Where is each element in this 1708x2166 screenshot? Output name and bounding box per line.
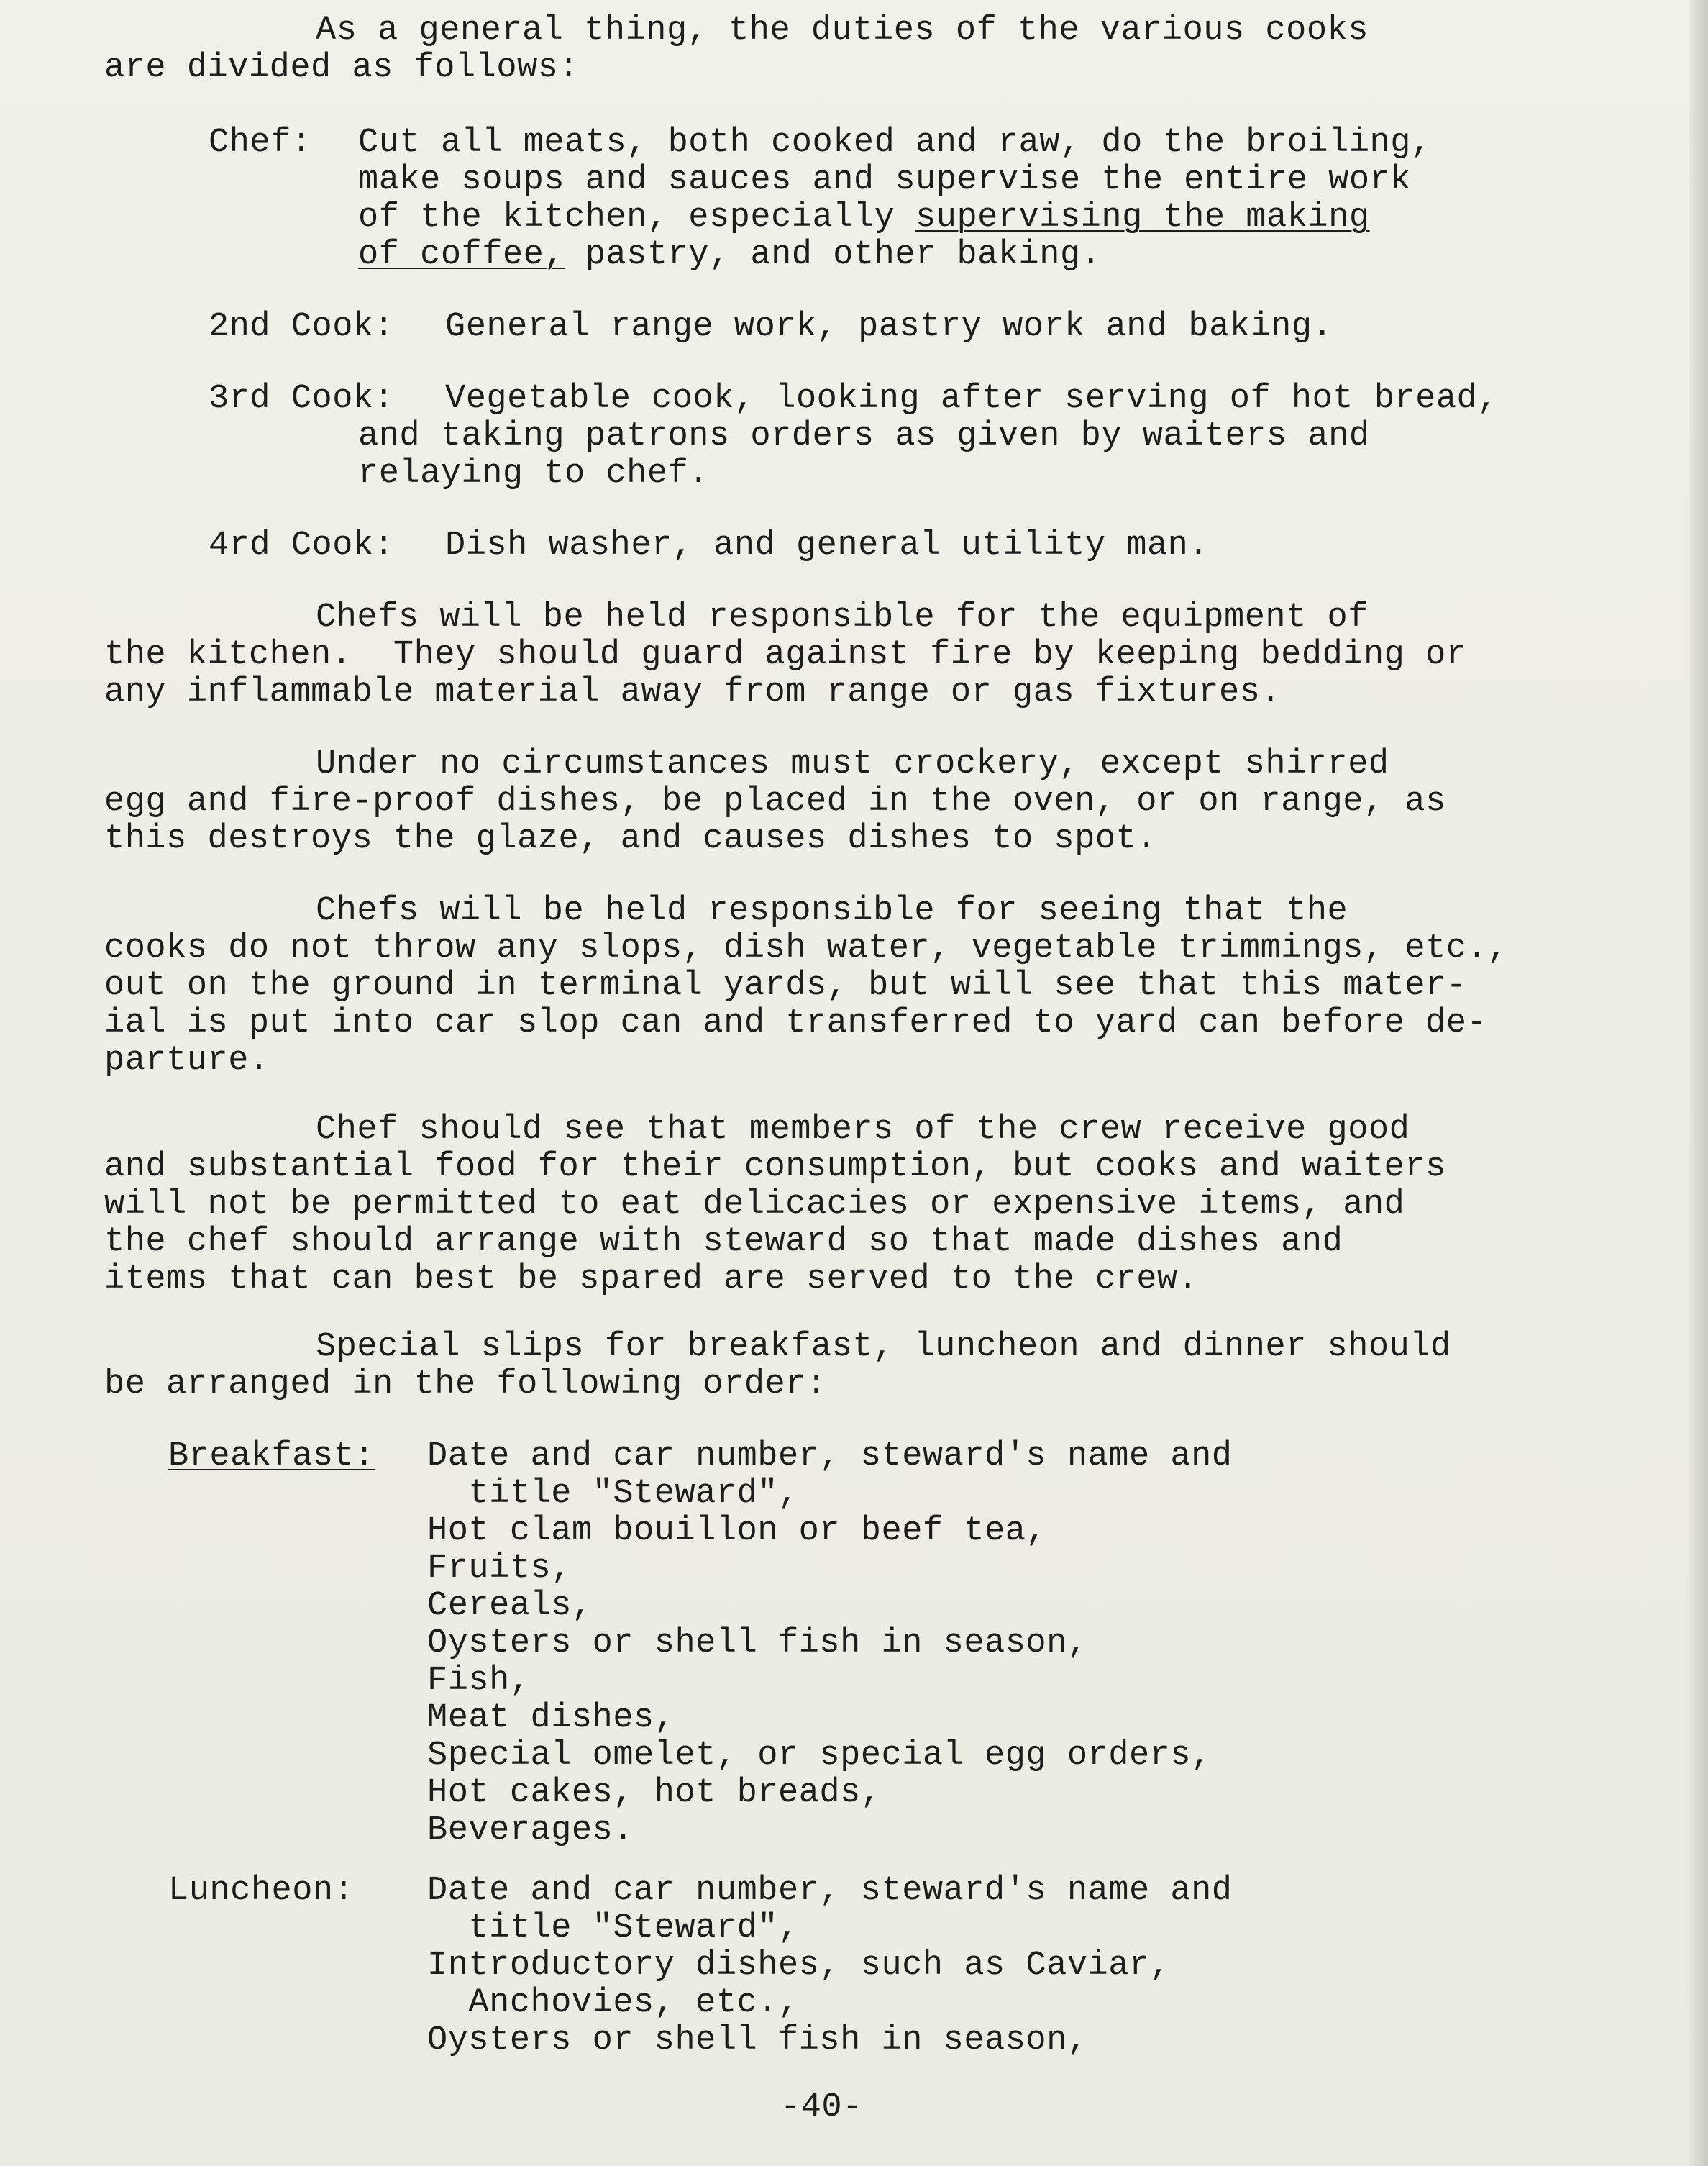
breakfast-item: Meat dishes, bbox=[427, 1699, 675, 1737]
chef-duty-underlined-2: of coffee, bbox=[358, 236, 565, 274]
paragraph-2-line-1: Under no circumstances must crockery, except shirred bbox=[316, 745, 1389, 783]
paragraph-4-line-2: and substantial food for their consumption, but cooks and waiters bbox=[104, 1148, 1446, 1186]
breakfast-item: Fruits, bbox=[427, 1550, 572, 1588]
breakfast-item: title "Steward", bbox=[427, 1475, 799, 1513]
role-label-3rd-cook: 3rd Cook: bbox=[209, 380, 395, 418]
paragraph-1-line-2: the kitchen. They should guard against fire by keeping bedding or bbox=[104, 636, 1467, 674]
paragraph-2-line-3: this destroys the glaze, and causes dishes to spot. bbox=[104, 820, 1157, 858]
breakfast-item: Date and car number, steward's name and bbox=[427, 1437, 1233, 1475]
breakfast-item: Beverages. bbox=[427, 1811, 634, 1849]
paragraph-3-line-3: out on the ground in terminal yards, but will see that this mater- bbox=[104, 967, 1467, 1005]
paragraph-1-line-3: any inflammable material away from range or gas fixtures. bbox=[104, 673, 1282, 711]
intro-line-2: are divided as follows: bbox=[104, 49, 580, 87]
luncheon-item: Date and car number, steward's name and bbox=[427, 1872, 1233, 1910]
chef-duty-underlined-1: supervising the making bbox=[915, 199, 1370, 237]
3rd-cook-duty-line-2: and taking patrons orders as given by waiters and bbox=[358, 417, 1370, 455]
paragraph-4-line-4: the chef should arrange with steward so that made dishes and bbox=[104, 1223, 1343, 1261]
intro-line-1: As a general thing, the duties of the various cooks bbox=[316, 12, 1369, 50]
role-label-chef: Chef: bbox=[209, 124, 312, 162]
breakfast-item: Hot cakes, hot breads, bbox=[427, 1774, 882, 1812]
3rd-cook-duty-line-3: relaying to chef. bbox=[358, 455, 709, 493]
luncheon-item: Oysters or shell fish in season, bbox=[427, 2021, 1088, 2060]
role-label-4th-cook: 4rd Cook: bbox=[209, 527, 395, 565]
page-edge-shadow bbox=[1689, 0, 1708, 2166]
paragraph-3-line-2: cooks do not throw any slops, dish water, vegetable trimmings, etc., bbox=[104, 929, 1508, 968]
luncheon-item: Anchovies, etc., bbox=[427, 1984, 799, 2022]
2nd-cook-duty-line-1: General range work, pastry work and baking. bbox=[445, 308, 1333, 346]
paragraph-5-line-1: Special slips for breakfast, luncheon and dinner should bbox=[316, 1328, 1451, 1366]
chef-duty-line-3 bbox=[358, 200, 1370, 236]
role-label-2nd-cook: 2nd Cook: bbox=[209, 308, 395, 346]
breakfast-item: Cereals, bbox=[427, 1587, 593, 1625]
3rd-cook-duty-line-1: Vegetable cook, looking after serving of hot bread, bbox=[445, 380, 1498, 418]
chef-duty-line-3-text: of the kitchen, especially bbox=[358, 199, 916, 237]
breakfast-item: Special omelet, or special egg orders, bbox=[427, 1737, 1212, 1775]
paragraph-5-line-2: be arranged in the following order: bbox=[104, 1365, 827, 1403]
luncheon-item: title "Steward", bbox=[427, 1909, 799, 1947]
paragraph-2-line-2: egg and fire-proof dishes, be placed in the oven, or on range, as bbox=[104, 783, 1446, 821]
breakfast-item: Oysters or shell fish in season, bbox=[427, 1624, 1088, 1662]
luncheon-label: Luncheon: bbox=[168, 1872, 355, 1910]
chef-duty-line-1: Cut all meats, both cooked and raw, do the broiling, bbox=[358, 124, 1432, 162]
paragraph-3-line-4: ial is put into car slop can and transferred to yard can before de- bbox=[104, 1004, 1488, 1042]
chef-duty-line-4 bbox=[358, 237, 1101, 273]
paragraph-1-line-1: Chefs will be held responsible for the equipment of bbox=[316, 599, 1369, 637]
4th-cook-duty-line-1: Dish washer, and general utility man. bbox=[445, 527, 1210, 565]
paragraph-3-line-1: Chefs will be held responsible for seeing that the bbox=[316, 892, 1348, 930]
luncheon-item: Introductory dishes, such as Caviar, bbox=[427, 1947, 1171, 1985]
chef-duty-line-4-rest: pastry, and other baking. bbox=[565, 236, 1102, 274]
breakfast-label: Breakfast: bbox=[168, 1437, 375, 1475]
paragraph-3-line-5: parture. bbox=[104, 1042, 270, 1080]
paragraph-4-line-3: will not be permitted to eat delicacies or expensive items, and bbox=[104, 1186, 1405, 1224]
chef-duty-line-2: make soups and sauces and supervise the entire work bbox=[358, 161, 1411, 199]
paragraph-4-line-5: items that can best be spared are served to the crew. bbox=[104, 1260, 1199, 1298]
paragraph-4-line-1: Chef should see that members of the crew receive good bbox=[316, 1111, 1410, 1149]
page-number: -40- bbox=[780, 2088, 863, 2126]
breakfast-item: Hot clam bouillon or beef tea, bbox=[427, 1512, 1047, 1550]
breakfast-item: Fish, bbox=[427, 1662, 531, 1700]
